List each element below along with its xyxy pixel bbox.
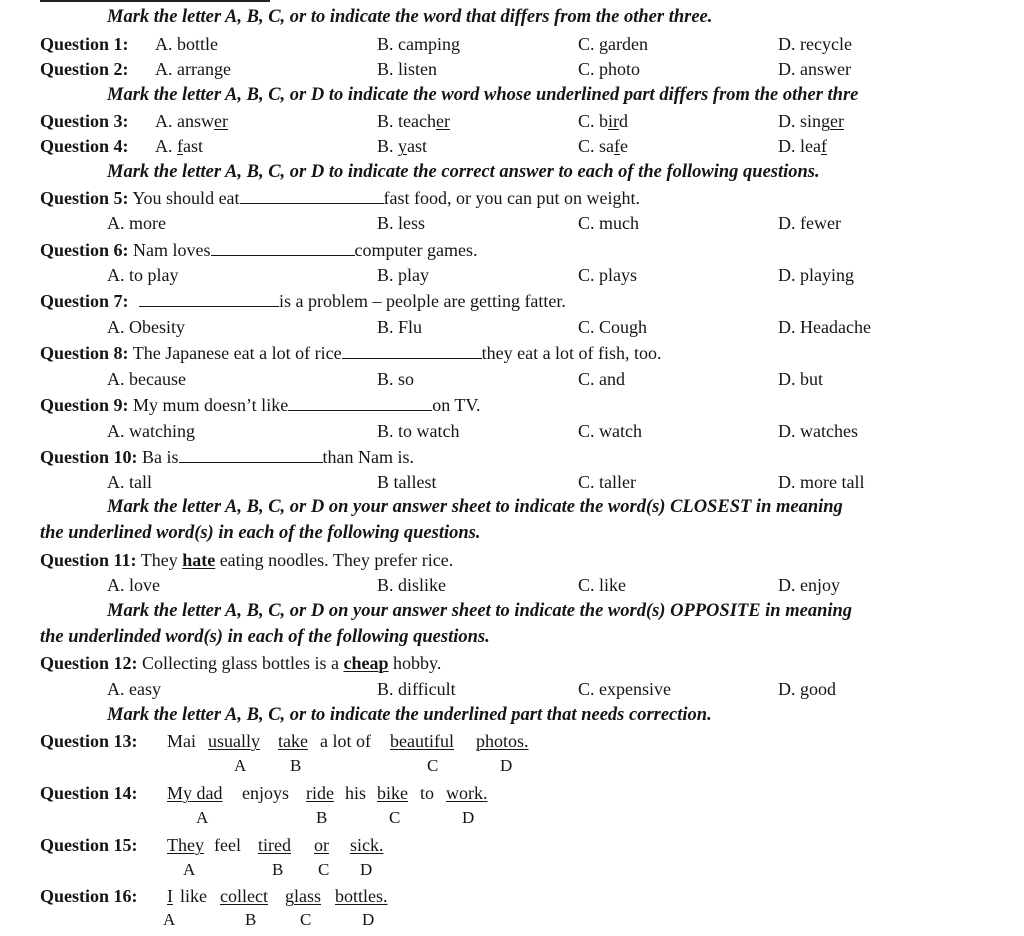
q15-part-b: tired <box>258 835 291 855</box>
question-15 <box>40 834 138 856</box>
q14-marker-b: B <box>316 808 328 827</box>
underlined-part: er <box>830 111 844 131</box>
q13-part-d: photos. <box>476 731 529 751</box>
q4-option-b <box>377 135 427 157</box>
question-12 <box>40 652 441 674</box>
question-14 <box>40 782 138 804</box>
question-2 <box>40 58 129 80</box>
top-rule <box>40 0 270 2</box>
question-4 <box>40 135 129 157</box>
q12-option-d: D. good <box>778 679 836 699</box>
q9-option-a: A. watching <box>107 421 195 441</box>
option-text: B. teach <box>377 111 436 131</box>
option-text: A. answ <box>155 111 214 131</box>
q13-word: a lot of <box>320 731 371 751</box>
q15-word: feel <box>214 835 241 855</box>
q12-option-c: C. expensive <box>578 679 671 699</box>
q14-part-b: ride <box>306 783 334 803</box>
q15-marker-b: B <box>272 860 284 879</box>
q16-part-c: glass <box>285 886 321 906</box>
underlined-part: y <box>398 136 408 156</box>
q1-option-c: C. garden <box>578 34 648 54</box>
q2-option-b: B. listen <box>377 59 438 79</box>
q8-option-d: D. but <box>778 369 823 389</box>
question-6 <box>40 239 477 261</box>
q12-option-b: B. difficult <box>377 679 456 699</box>
question-text: hobby. <box>393 653 442 673</box>
q13-marker-b: B <box>290 756 302 775</box>
q7-option-b: B. Flu <box>377 317 423 337</box>
question-text: They <box>140 550 178 570</box>
question-16 <box>40 885 138 907</box>
q9-option-b: B. to watch <box>377 421 460 441</box>
q6-option-a: A. to play <box>107 265 179 285</box>
question-text: Nam loves <box>133 240 211 260</box>
underlined-part: f <box>614 136 620 156</box>
q13-marker-d: D <box>500 756 513 775</box>
question-label: Question 10: <box>40 447 138 467</box>
question-text: eating noodles. They prefer rice. <box>219 550 454 570</box>
q16-marker-b: B <box>245 910 257 929</box>
q8-option-c: C. and <box>578 369 625 389</box>
underlined-word: hate <box>182 550 216 570</box>
question-9 <box>40 394 481 416</box>
question-label: Question 8: <box>40 343 129 363</box>
option-text: ast <box>407 136 428 156</box>
q10-option-a: A. tall <box>107 472 152 492</box>
question-text: Collecting glass bottles is a <box>142 653 339 673</box>
q14-marker-a: A <box>196 808 209 827</box>
q12-option-a: A. easy <box>107 679 161 699</box>
question-label: Question 12: <box>40 653 138 673</box>
q14-word: to <box>420 783 435 803</box>
question-text: You should eat <box>132 188 240 208</box>
q15-part-d: sick. <box>350 835 384 855</box>
underlined-part: f <box>177 136 183 156</box>
q13-marker-a: A <box>234 756 247 775</box>
question-7 <box>40 290 566 312</box>
instruction-4: Mark the letter A, B, C, or D on your answer sheet to indicate the word(s) CLOSEST in meaning <box>107 497 843 517</box>
q5-option-a: A. more <box>107 213 166 233</box>
question-label: Question 11: <box>40 550 137 570</box>
option-text: A. <box>155 136 177 156</box>
answer-blank <box>288 396 432 411</box>
q10-option-b: B tallest <box>377 472 437 492</box>
question-11 <box>40 549 453 571</box>
q16-marker-c: C <box>300 910 312 929</box>
q5-option-d: D. fewer <box>778 213 841 233</box>
q1-option-d: D. recycle <box>778 34 852 54</box>
underlined-part: er <box>214 111 228 131</box>
q9-option-d: D. watches <box>778 421 858 441</box>
instruction-5-cont: the underlinded word(s) in each of the following questions. <box>40 627 490 647</box>
q11-option-b: B. dislike <box>377 575 447 595</box>
q10-option-d: D. more tall <box>778 472 865 492</box>
q5-option-b: B. less <box>377 213 426 233</box>
q11-option-d: D. enjoy <box>778 575 840 595</box>
instruction-5: Mark the letter A, B, C, or D on your answer sheet to indicate the word(s) OPPOSITE in meaning <box>107 601 853 621</box>
question-label: Question 3: <box>40 111 129 131</box>
question-text: computer games. <box>354 240 478 260</box>
question-label: Question 14: <box>40 783 138 803</box>
q14-word: enjoys <box>242 783 289 803</box>
question-label: Question 9: <box>40 395 129 415</box>
option-text: e <box>620 136 628 156</box>
underlined-part: ir <box>608 111 620 131</box>
question-10 <box>40 446 414 468</box>
q4-option-a <box>155 135 203 157</box>
question-3 <box>40 110 129 132</box>
q15-part-a: They <box>167 835 204 855</box>
answer-blank <box>139 292 279 307</box>
question-1 <box>40 33 129 55</box>
q14-word: his <box>345 783 367 803</box>
instruction-3: Mark the letter A, B, C, or D to indicate the correct answer to each of the following questions. <box>107 162 820 182</box>
q13-part-b: take <box>278 731 308 751</box>
option-text: D. sing <box>778 111 831 131</box>
q8-option-a: A. because <box>107 369 186 389</box>
option-text: B. <box>377 136 399 156</box>
question-8 <box>40 342 662 364</box>
q1-option-b: B. camping <box>377 34 460 54</box>
q9-option-c: C. watch <box>578 421 642 441</box>
question-label: Question 15: <box>40 835 138 855</box>
q13-part-c: beautiful <box>390 731 454 751</box>
q16-word: like <box>180 886 207 906</box>
q11-option-a: A. love <box>107 575 160 595</box>
q7-option-d: D. Headache <box>778 317 871 337</box>
q6-option-b: B. play <box>377 265 429 285</box>
question-label: Question 5: <box>40 188 129 208</box>
q7-option-c: C. Cough <box>578 317 648 337</box>
q13-marker-c: C <box>427 756 439 775</box>
question-text: they eat a lot of fish, too. <box>481 343 662 363</box>
underlined-part: f <box>820 136 827 156</box>
instruction-4-cont: the underlined word(s) in each of the following questions. <box>40 523 481 543</box>
question-text: is a problem – peolple are getting fatter. <box>279 291 566 311</box>
q3-option-c <box>578 110 628 132</box>
question-label: Question 4: <box>40 136 129 156</box>
q4-option-d <box>778 135 827 157</box>
q14-part-c: bike <box>377 783 408 803</box>
q2-option-d: D. answer <box>778 59 851 79</box>
question-13 <box>40 730 138 752</box>
answer-blank <box>342 344 482 359</box>
q6-option-d: D. playing <box>778 265 854 285</box>
q15-marker-a: A <box>183 860 196 879</box>
instruction-6: Mark the letter A, B, C, or to indicate the underlined part that needs correction. <box>107 705 712 725</box>
q16-part-b: collect <box>220 886 268 906</box>
q1-option-a: A. bottle <box>155 34 218 54</box>
answer-blank <box>240 189 384 204</box>
q15-marker-d: D <box>360 860 373 879</box>
question-text: Ba is <box>142 447 179 467</box>
q14-marker-d: D <box>462 808 475 827</box>
q6-option-c: C. plays <box>578 265 638 285</box>
q8-option-b: B. so <box>377 369 415 389</box>
q2-option-a: A. arrange <box>155 59 231 79</box>
question-label: Question 7: <box>40 291 129 311</box>
q10-option-c: C. taller <box>578 472 636 492</box>
q16-marker-d: D <box>362 910 375 929</box>
option-text: ast <box>183 136 203 156</box>
q14-part-a: My dad <box>167 783 223 803</box>
q4-option-c <box>578 135 628 157</box>
question-label: Question 6: <box>40 240 129 260</box>
option-text: C. b <box>578 111 609 131</box>
q15-marker-c: C <box>318 860 330 879</box>
answer-blank <box>179 448 323 463</box>
question-text: The Japanese eat a lot of rice <box>132 343 342 363</box>
answer-blank <box>211 241 355 256</box>
question-text: My mum doesn’t like <box>133 395 289 415</box>
question-label: Question 13: <box>40 731 138 751</box>
instruction-2: Mark the letter A, B, C, or D to indicate the word whose underlined part differs from the other thre <box>107 85 859 105</box>
question-label: Question 1: <box>40 34 129 54</box>
question-text: than Nam is. <box>322 447 415 467</box>
q16-marker-a: A <box>163 910 176 929</box>
option-text: d <box>619 111 629 131</box>
q2-option-c: C. photo <box>578 59 641 79</box>
q16-part-d: bottles. <box>335 886 388 906</box>
question-5 <box>40 187 640 209</box>
q13-word: Mai <box>167 731 196 751</box>
q14-marker-c: C <box>389 808 401 827</box>
question-label: Question 2: <box>40 59 129 79</box>
instruction-1: Mark the letter A, B, C, or to indicate the word that differs from the other three. <box>107 7 713 27</box>
q3-option-b <box>377 110 450 132</box>
option-text: C. sa <box>578 136 614 156</box>
question-text: on TV. <box>432 395 481 415</box>
question-label: Question 16: <box>40 886 138 906</box>
question-text: fast food, or you can put on weight. <box>383 188 640 208</box>
q3-option-d <box>778 110 844 132</box>
q5-option-c: C. much <box>578 213 639 233</box>
option-text: D. lea <box>778 136 821 156</box>
q14-part-d: work. <box>446 783 488 803</box>
q11-option-c: C. like <box>578 575 626 595</box>
underlined-word: cheap <box>343 653 389 673</box>
underlined-part: er <box>435 111 450 131</box>
q16-part-a: I <box>167 886 173 906</box>
q13-part-a: usually <box>208 731 260 751</box>
q15-part-c: or <box>314 835 329 855</box>
q3-option-a <box>155 110 228 132</box>
q7-option-a: A. Obesity <box>107 317 185 337</box>
